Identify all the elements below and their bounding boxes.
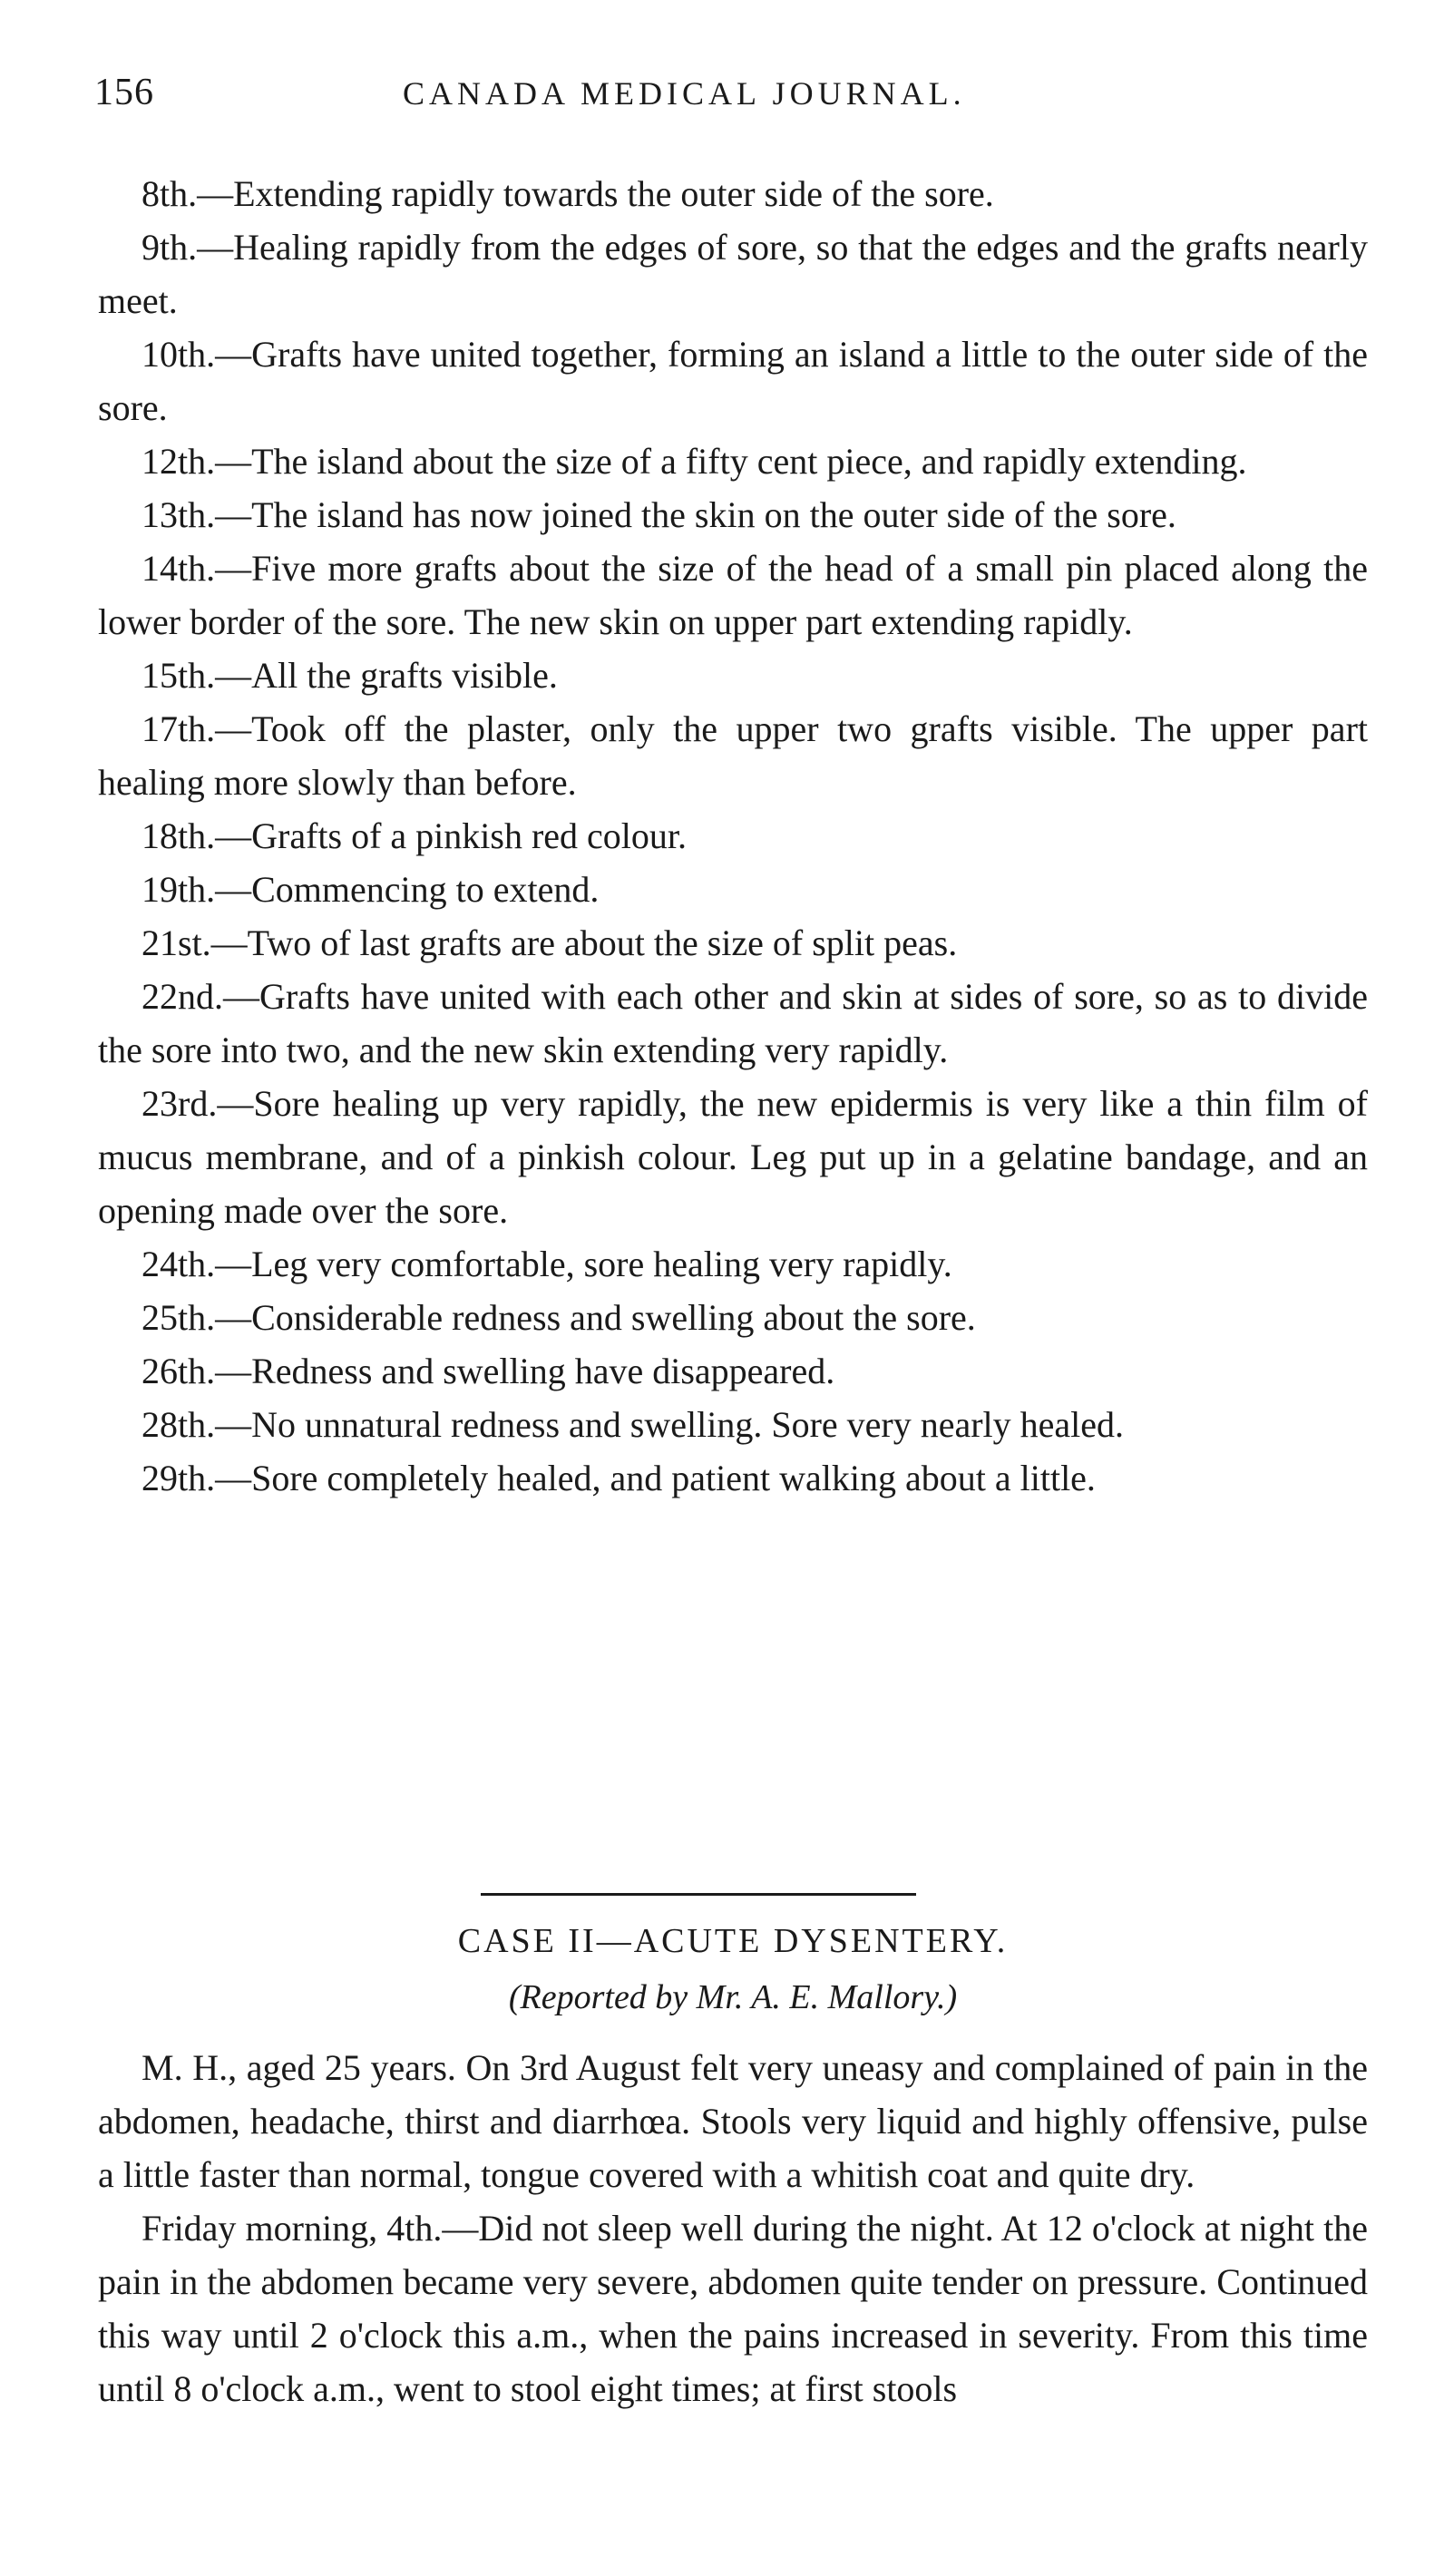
section-divider [481, 1893, 916, 1896]
progress-entry: 14th.—Five more grafts about the size of the head of a small pin placed along the lower border of the sore. The new skin on upper part extending rapidly. [98, 548, 1368, 642]
case-progress-entries [98, 167, 1368, 1505]
progress-entry: 18th.—Grafts of a pinkish red colour. [141, 815, 687, 856]
progress-entry: 19th.—Commencing to extend. [141, 869, 600, 910]
case-paragraph: M. H., aged 25 years. On 3rd August felt very uneasy and complained of pain in the abdomen, headache, thirst and diarrhœa. Stools very liquid and highly offensive, pulse a little faster than normal, tongue covered with a whitish coat and quite dry. [98, 2047, 1368, 2195]
progress-entry: 26th.—Redness and swelling have disappeared. [141, 1351, 835, 1391]
progress-entry: 10th.—Grafts have united together, forming an island a little to the outer side of the sore. [98, 334, 1368, 428]
progress-entry: 24th.—Leg very comfortable, sore healing very rapidly. [141, 1244, 952, 1284]
case-body [98, 2041, 1368, 2415]
case-paragraph: Friday morning, 4th.—Did not sleep well during the night. At 12 o'clock at night the pain in the abdomen became very severe, abdomen quite tender on pressure. Continued this way until 2 o'clock this a.m., when the pains increased in severity. From this time until 8 o'clock a.m., went to stool eight times; at first stools [98, 2208, 1368, 2409]
progress-entry: 15th.—All the grafts visible. [141, 655, 558, 696]
progress-entry: 29th.—Sore completely healed, and patient walking about a little. [141, 1458, 1096, 1498]
progress-entry: 9th.—Healing rapidly from the edges of sore, so that the edges and the grafts nearly meet. [98, 227, 1368, 321]
page-number: 156 [94, 72, 154, 113]
journal-title: CANADA MEDICAL JOURNAL. [403, 75, 966, 112]
progress-entry: 23rd.—Sore healing up very rapidly, the new epidermis is very like a thin film of mucus membrane, and of a pinkish colour. Leg put up in a gelatine bandage, and an opening made over the sore. [98, 1083, 1368, 1231]
progress-entry: 8th.—Extending rapidly towards the outer side of the sore. [141, 173, 994, 214]
progress-entry: 17th.—Took off the plaster, only the upper two grafts visible. The upper part healing more slowly than before. [98, 708, 1368, 803]
progress-entry: 22nd.—Grafts have united with each other and skin at sides of sore, so as to divide the sore into two, and the new skin extending very rapidly. [98, 976, 1368, 1070]
progress-entry: 13th.—The island has now joined the skin on the outer side of the sore. [141, 494, 1176, 535]
progress-entry: 28th.—No unnatural redness and swelling. Sore very nearly healed. [141, 1404, 1125, 1445]
case-reporter: (Reported by Mr. A. E. Mallory.) [508, 1978, 958, 2016]
case-heading: CASE II—ACUTE DYSENTERY. [457, 1922, 1009, 1960]
progress-entry: 21st.—Two of last grafts are about the size of split peas. [141, 922, 958, 963]
progress-entry: 25th.—Considerable redness and swelling about the sore. [141, 1297, 976, 1338]
progress-entry: 12th.—The island about the size of a fifty cent piece, and rapidly extending. [141, 441, 1247, 482]
running-header [94, 71, 1364, 125]
